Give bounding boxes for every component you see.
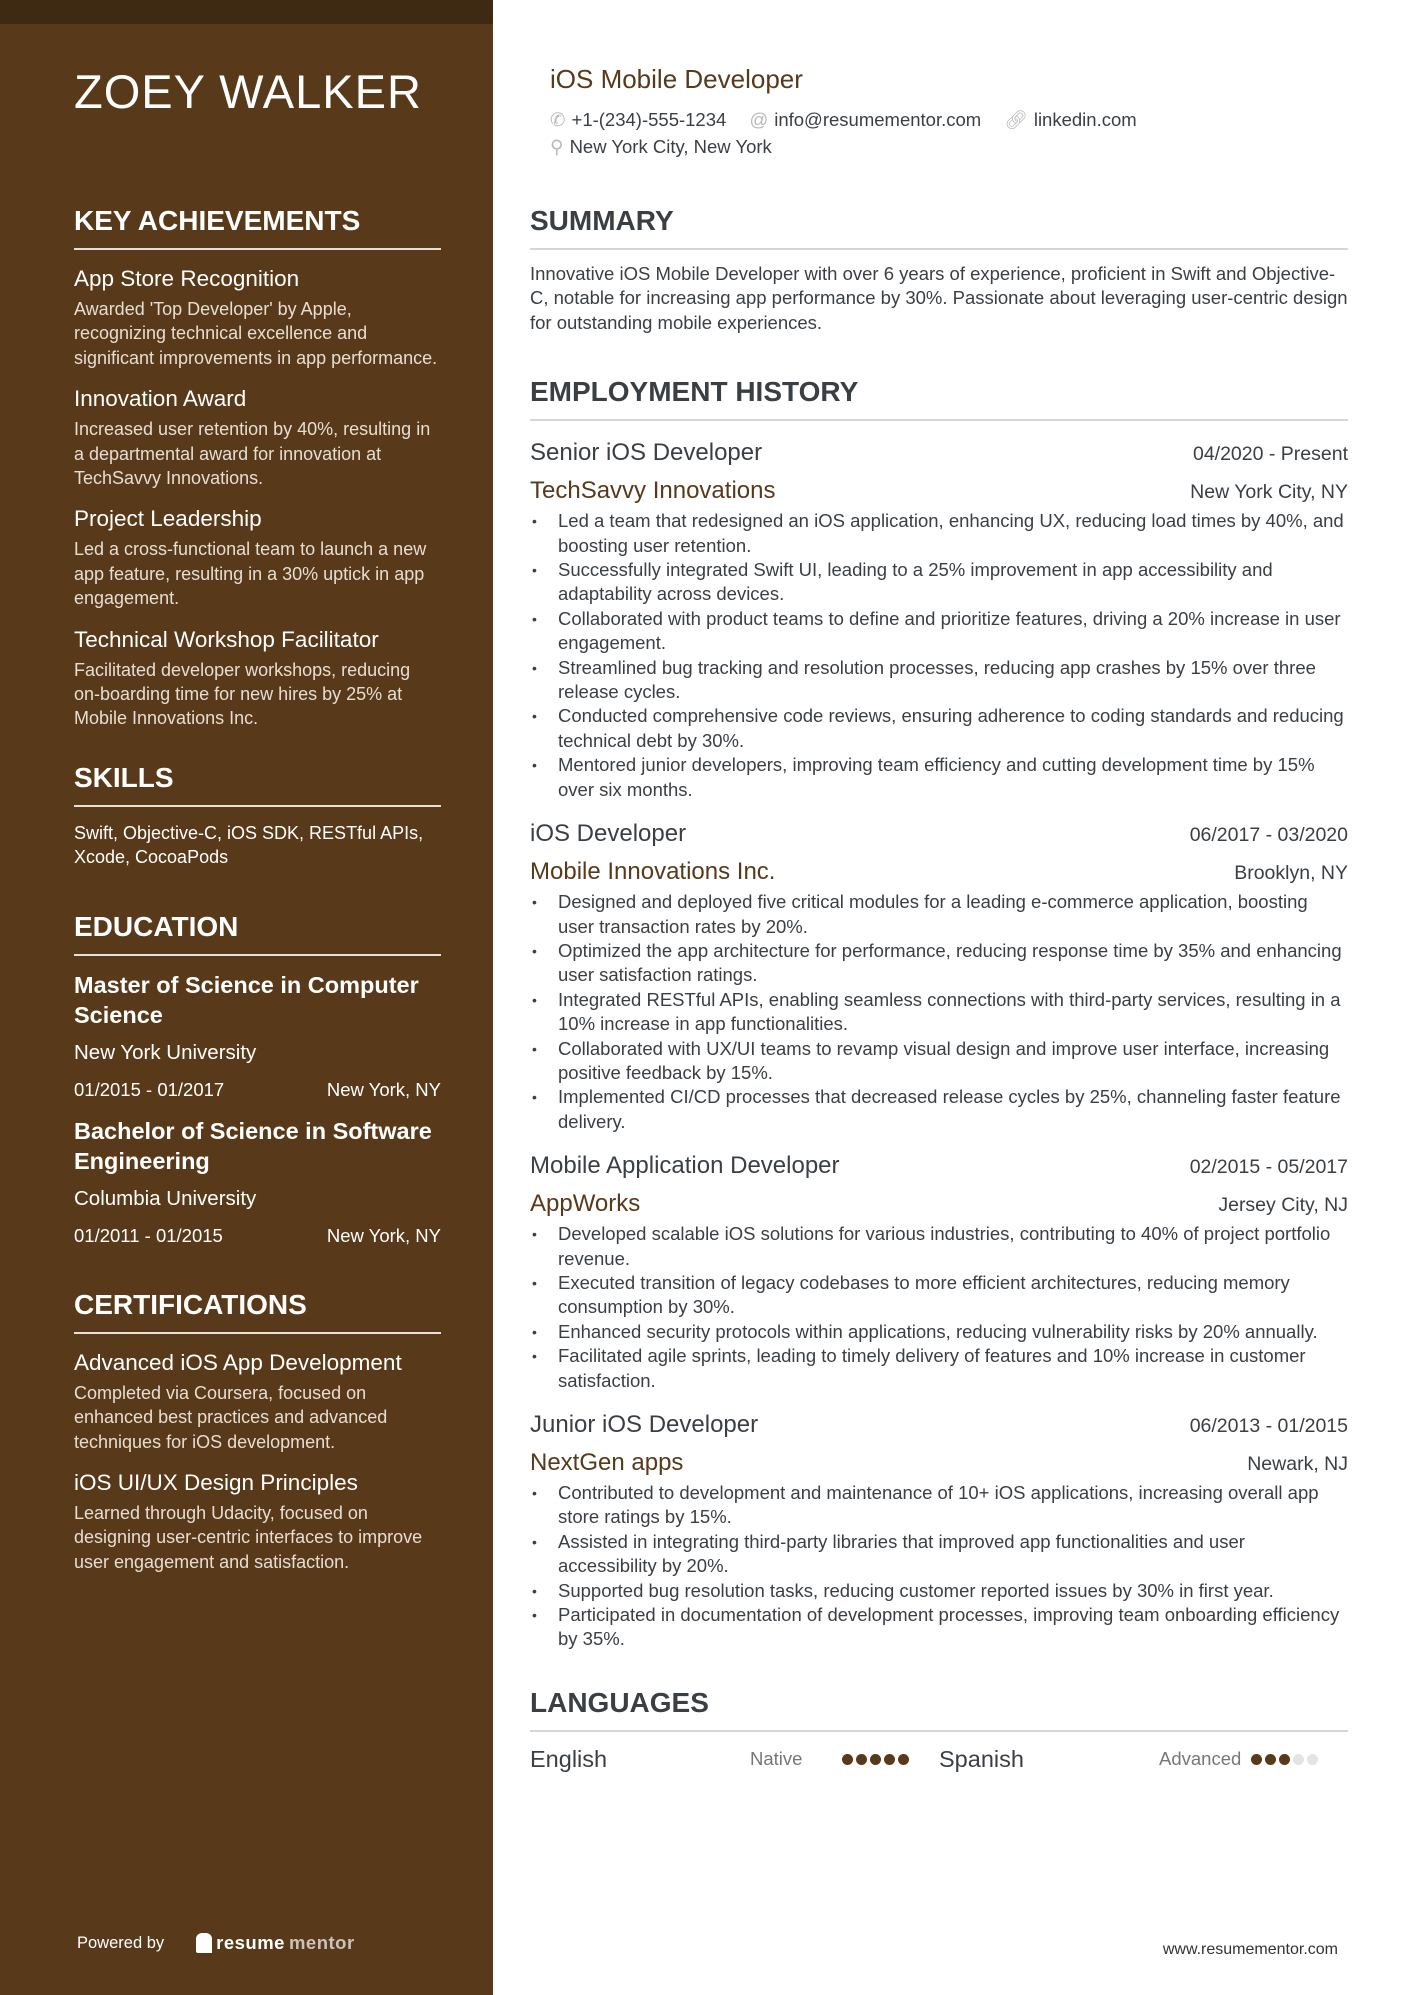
education-meta (74, 1078, 441, 1102)
education-dates: 01/2011 - 01/2015 (74, 1224, 223, 1246)
job-bullet: • Facilitated agile sprints, leading to timely delivery of features and 10% increase in customer satisfaction. (530, 1344, 1348, 1393)
education-location: New York, NY (326, 1078, 441, 1100)
education-meta (74, 1224, 441, 1248)
job-entry (530, 1150, 1348, 1393)
job-dates: 06/2017 - 03/2020 (1189, 824, 1348, 847)
languages-heading: LANGUAGES (530, 1686, 1348, 1732)
logo-mark-icon (196, 1933, 212, 1953)
job-bullet: • Led a team that redesigned an iOS application, enhancing UX, reducing load times by 40%, and boosting user retention. (530, 509, 1348, 558)
job-bullet: • Executed transition of legacy codebases to more efficient architectures, reducing memory consumption by 30%. (530, 1271, 1348, 1320)
website[interactable]: www.resumementor.com (1162, 1941, 1338, 1958)
job-dates: 06/2013 - 01/2015 (1189, 1415, 1348, 1437)
job-bullet: • Streamlined bug tracking and resolution processes, reducing app crashes by 15% over three release cycles. (530, 656, 1348, 705)
job-position: Senior iOS Developer (530, 439, 763, 467)
job-header (530, 1409, 1348, 1441)
language-level: Native (750, 1748, 803, 1770)
education-dates: 01/2015 - 01/2017 (74, 1078, 225, 1100)
job-bullet: • Collaborated with UX/UI teams to revamp visual design and improve user interface, increasing positive feedback by 15%. (530, 1037, 1348, 1086)
language-item (939, 1746, 1348, 1773)
education-heading: EDUCATION (74, 910, 441, 956)
achievement-desc: Awarded 'Top Developer' by Apple, recognizing technical excellence and significant improvements in app performance. (74, 299, 438, 368)
achievement-item (74, 264, 441, 370)
skills-heading: SKILLS (74, 761, 441, 807)
certifications-heading: CERTIFICATIONS (74, 1288, 441, 1334)
education-item (74, 970, 441, 1102)
job-bullet: • Collaborated with product teams to define and prioritize features, driving a 20% increase in user engagement. (530, 607, 1348, 656)
sidebar (0, 0, 493, 1995)
achievement-item (74, 384, 441, 490)
language-rating (1251, 1754, 1318, 1765)
achievement-desc: Increased user retention by 40%, resulting in a departmental award for innovation at TechSavvy Innovations. (74, 419, 431, 489)
rating-dot (856, 1754, 867, 1765)
job-company-row (530, 469, 1348, 507)
school: Columbia University (74, 1186, 257, 1210)
email[interactable]: info@resumementor.com (774, 109, 982, 130)
rating-dot (898, 1754, 909, 1765)
rating-dot (884, 1754, 895, 1765)
job-bullet: • Enhanced security protocols within applications, reducing vulnerability risks by 20% annually. (530, 1320, 1348, 1344)
rating-dot (1279, 1754, 1290, 1765)
job-bullet: • Participated in documentation of development processes, improving team onboarding efficiency by 35%. (530, 1603, 1348, 1652)
job-location: Jersey City, NJ (1218, 1194, 1348, 1217)
job-bullet: • Supported bug resolution tasks, reducing customer reported issues by 30% in first year. (530, 1579, 1348, 1603)
certification-desc: Learned through Udacity, focused on designing user-centric interfaces to improve user engagement and satisfaction. (74, 1502, 423, 1572)
language-item (530, 1746, 939, 1773)
job-location: Newark, NJ (1247, 1453, 1348, 1475)
email-icon: @ (749, 109, 769, 130)
rating-dot (842, 1754, 853, 1765)
top-strip (0, 0, 493, 24)
job-location: New York City, NY (1190, 481, 1348, 504)
job-location: Brooklyn, NY (1234, 862, 1348, 885)
job-entry (530, 437, 1348, 802)
job-bullets (530, 1481, 1348, 1652)
job-bullets (530, 1222, 1348, 1393)
phone[interactable]: +1-(234)-555-1234 (571, 109, 727, 130)
achievement-title: App Store Recognition (74, 266, 300, 291)
job-bullet: • Designed and deployed five critical modules for a leading e-commerce application, boosting user transaction rates by 20%. (530, 890, 1348, 939)
education-item (74, 1116, 441, 1248)
summary-text: Innovative iOS Mobile Developer with over 6 years of experience, proficient in Swift and Objective-C, notable for increasing app performance by 30%. Passionate about leveraging user-centric design for outstanding mobile experiences. (530, 263, 1348, 333)
job-bullet: • Assisted in integrating third-party libraries that improved app functionalities and user accessibility by 20%. (530, 1530, 1348, 1579)
achievement-item (74, 504, 441, 610)
job-bullets (530, 509, 1348, 802)
languages-list (530, 1746, 1348, 1773)
certification-title: iOS UI/UX Design Principles (74, 1469, 358, 1495)
achievement-desc: Led a cross-functional team to launch a new app feature, resulting in a 30% uptick in app engagement. (74, 539, 427, 609)
powered-by (77, 1932, 355, 1954)
rating-dot (870, 1754, 881, 1765)
achievement-title: Project Leadership (74, 506, 262, 532)
logo-text-b: mentor (288, 1932, 355, 1953)
school: New York University (74, 1040, 257, 1064)
certification-title: Advanced iOS App Development (74, 1349, 402, 1375)
achievement-item (74, 625, 441, 731)
job-entry (530, 1409, 1348, 1652)
skills-list: Swift, Objective-C, iOS SDK, RESTful APIs, Xcode, CocoaPods (74, 822, 424, 868)
achievement-desc: Facilitated developer workshops, reducing on-boarding time for new hires by 25% at Mobile Innovations Inc. (74, 659, 411, 729)
employment-heading: EMPLOYMENT HISTORY (530, 375, 1348, 421)
achievement-title: Technical Workshop Facilitator (74, 626, 379, 652)
job-bullet: • Developed scalable iOS solutions for various industries, contributing to 40% of project portfolio revenue. (530, 1222, 1348, 1271)
language-name: English (530, 1745, 608, 1772)
job-entry (530, 818, 1348, 1134)
job-company-row (530, 1182, 1348, 1220)
linkedin-link[interactable]: linkedin.com (1033, 109, 1137, 130)
link-icon: 🔗︎ (1004, 109, 1028, 130)
powered-by-label: Powered by (77, 1933, 165, 1952)
rating-dot (1265, 1754, 1276, 1765)
education-location: New York, NY (326, 1224, 441, 1246)
location: New York City, New York (569, 136, 772, 157)
rating-dot (1251, 1754, 1262, 1765)
contact-info (550, 106, 1348, 160)
job-bullet: • Integrated RESTful APIs, enabling seamless connections with third-party services, resulting in a 10% increase in app functionalities. (530, 988, 1348, 1037)
job-position: Mobile Application Developer (530, 1152, 840, 1180)
main-content (530, 0, 1348, 1773)
job-company-row (530, 1441, 1348, 1479)
candidate-name: ZOEY WALKER (74, 65, 422, 118)
job-bullet: • Implemented CI/CD processes that decreased release cycles by 25%, channeling faster feature delivery. (530, 1085, 1348, 1134)
job-company-row (530, 850, 1348, 888)
job-dates: 02/2015 - 05/2017 (1189, 1156, 1348, 1179)
job-position: Junior iOS Developer (530, 1411, 759, 1438)
certification-item (74, 1468, 441, 1574)
achievements-heading: KEY ACHIEVEMENTS (74, 204, 441, 250)
job-bullet: • Successfully integrated Swift UI, leading to a 25% improvement in app accessibility and adaptability across devices. (530, 558, 1348, 607)
language-rating (842, 1754, 909, 1765)
job-bullet: • Conducted comprehensive code reviews, ensuring adherence to coding standards and reducing technical debt by 30%. (530, 704, 1348, 753)
job-dates: 04/2020 - Present (1192, 443, 1348, 466)
job-header (530, 1150, 1348, 1182)
job-bullets (530, 890, 1348, 1134)
summary-heading: SUMMARY (530, 204, 1348, 250)
job-company: AppWorks (530, 1190, 641, 1218)
job-company: TechSavvy Innovations (530, 477, 776, 505)
resumementor-logo[interactable] (196, 1932, 355, 1954)
location-pin-icon: ⚲ (550, 136, 564, 157)
language-level: Advanced (1159, 1748, 1242, 1770)
job-bullet: • Optimized the app architecture for performance, reducing response time by 35% and enhancing user satisfaction ratings. (530, 939, 1348, 988)
job-bullet: • Mentored junior developers, improving team efficiency and cutting development time by 15% over six months. (530, 753, 1348, 802)
job-header (530, 437, 1348, 469)
job-bullet: • Contributed to development and maintenance of 10+ iOS applications, increasing overall app store ratings by 15%. (530, 1481, 1348, 1530)
job-position: iOS Developer (530, 820, 687, 848)
achievement-title: Innovation Award (74, 386, 247, 412)
job-title: iOS Mobile Developer (550, 64, 803, 94)
job-header (530, 818, 1348, 850)
job-company: NextGen apps (530, 1449, 684, 1476)
degree: Master of Science in Computer Science (74, 971, 419, 1028)
certification-item (74, 1348, 441, 1454)
rating-dot (1307, 1754, 1318, 1765)
logo-text-a: resume (216, 1932, 285, 1953)
degree: Bachelor of Science in Software Engineering (74, 1117, 432, 1174)
phone-icon: ✆ (550, 109, 566, 130)
certification-desc: Completed via Coursera, focused on enhanced best practices and advanced techniques for iOS development. (74, 1382, 388, 1452)
job-company: Mobile Innovations Inc. (530, 858, 776, 886)
language-name: Spanish (939, 1745, 1024, 1772)
rating-dot (1293, 1754, 1304, 1765)
